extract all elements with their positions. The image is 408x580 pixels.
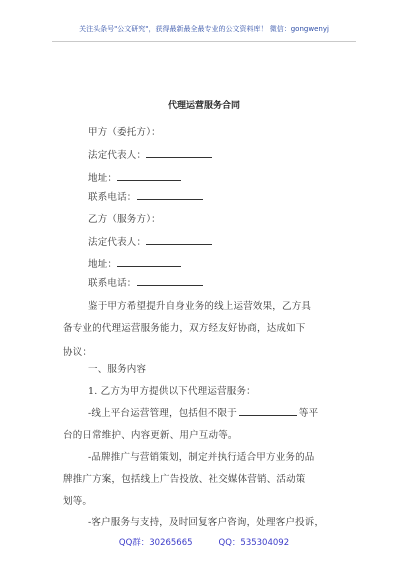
item-1-line-2: 台的日常维护、内容更新、用户互动等。: [63, 430, 238, 441]
item-2-line-1: -品牌推广与营销策划，制定并执行适合甲方业务的品: [88, 452, 315, 463]
preamble-line-1: 鉴于甲方希望提升自身业务的线上运营效果，乙方具: [88, 301, 312, 312]
party-b-address-blank: [117, 258, 181, 267]
clause-1: 1. 乙方为甲方提供以下代理运营服务：: [88, 386, 256, 397]
party-a-phone: [88, 189, 203, 203]
party-b-representative-blank: [146, 236, 212, 245]
header-divider: [52, 41, 356, 42]
footer-contact: [0, 536, 408, 548]
party-a-address-blank: [117, 172, 181, 181]
party-a-representative-label: 法定代表人：: [88, 150, 147, 161]
item-1-line-1: [88, 405, 318, 419]
item-1-text-before-blank: -线上平台运营管理，包括但不限于: [88, 408, 237, 419]
party-a-label: 甲方（委托方）：: [88, 127, 161, 138]
item-2-line-3: 划等。: [63, 496, 93, 507]
header-banner: 关注头条号"公文研究"，获得最新最全最专业的公文资料库！ 微信：gongwenyj: [79, 25, 329, 33]
item-3-line-1: -客户服务与支持，及时回复客户咨询，处理客户投诉，: [88, 517, 325, 528]
preamble-line-3: 协议：: [63, 347, 93, 358]
party-a-representative-blank: [146, 149, 212, 158]
party-b-label: 乙方（服务方）：: [88, 214, 161, 225]
item-1-blank: [239, 407, 297, 416]
party-a-phone-label: 联系电话：: [88, 192, 137, 203]
party-a-representative: [88, 147, 212, 161]
party-b-representative: [88, 234, 212, 248]
item-2-line-2: 牌推广方案，包括线上广告投放、社交媒体营销、活动策: [63, 474, 306, 485]
party-b-phone-label: 联系电话：: [88, 278, 137, 289]
party-b-address: [88, 256, 181, 270]
preamble-line-2: 备专业的代理运营服务能力，双方经友好协商，达成如下: [63, 323, 306, 334]
party-a-address: [88, 170, 181, 184]
party-b-address-label: 地址：: [88, 259, 118, 270]
section-heading: 一、服务内容: [88, 364, 147, 375]
footer-qq: QQ：535304092: [218, 538, 290, 548]
party-b-phone: [88, 275, 203, 289]
document-title: 代理运营服务合同: [167, 101, 240, 111]
party-a-phone-blank: [137, 191, 203, 200]
footer-qq-group: QQ群：30265665: [118, 538, 193, 548]
party-b-phone-blank: [137, 277, 203, 286]
party-a-address-label: 地址：: [88, 173, 118, 184]
party-b-representative-label: 法定代表人：: [88, 237, 147, 248]
item-1-text-after-blank: 等平: [298, 408, 319, 419]
